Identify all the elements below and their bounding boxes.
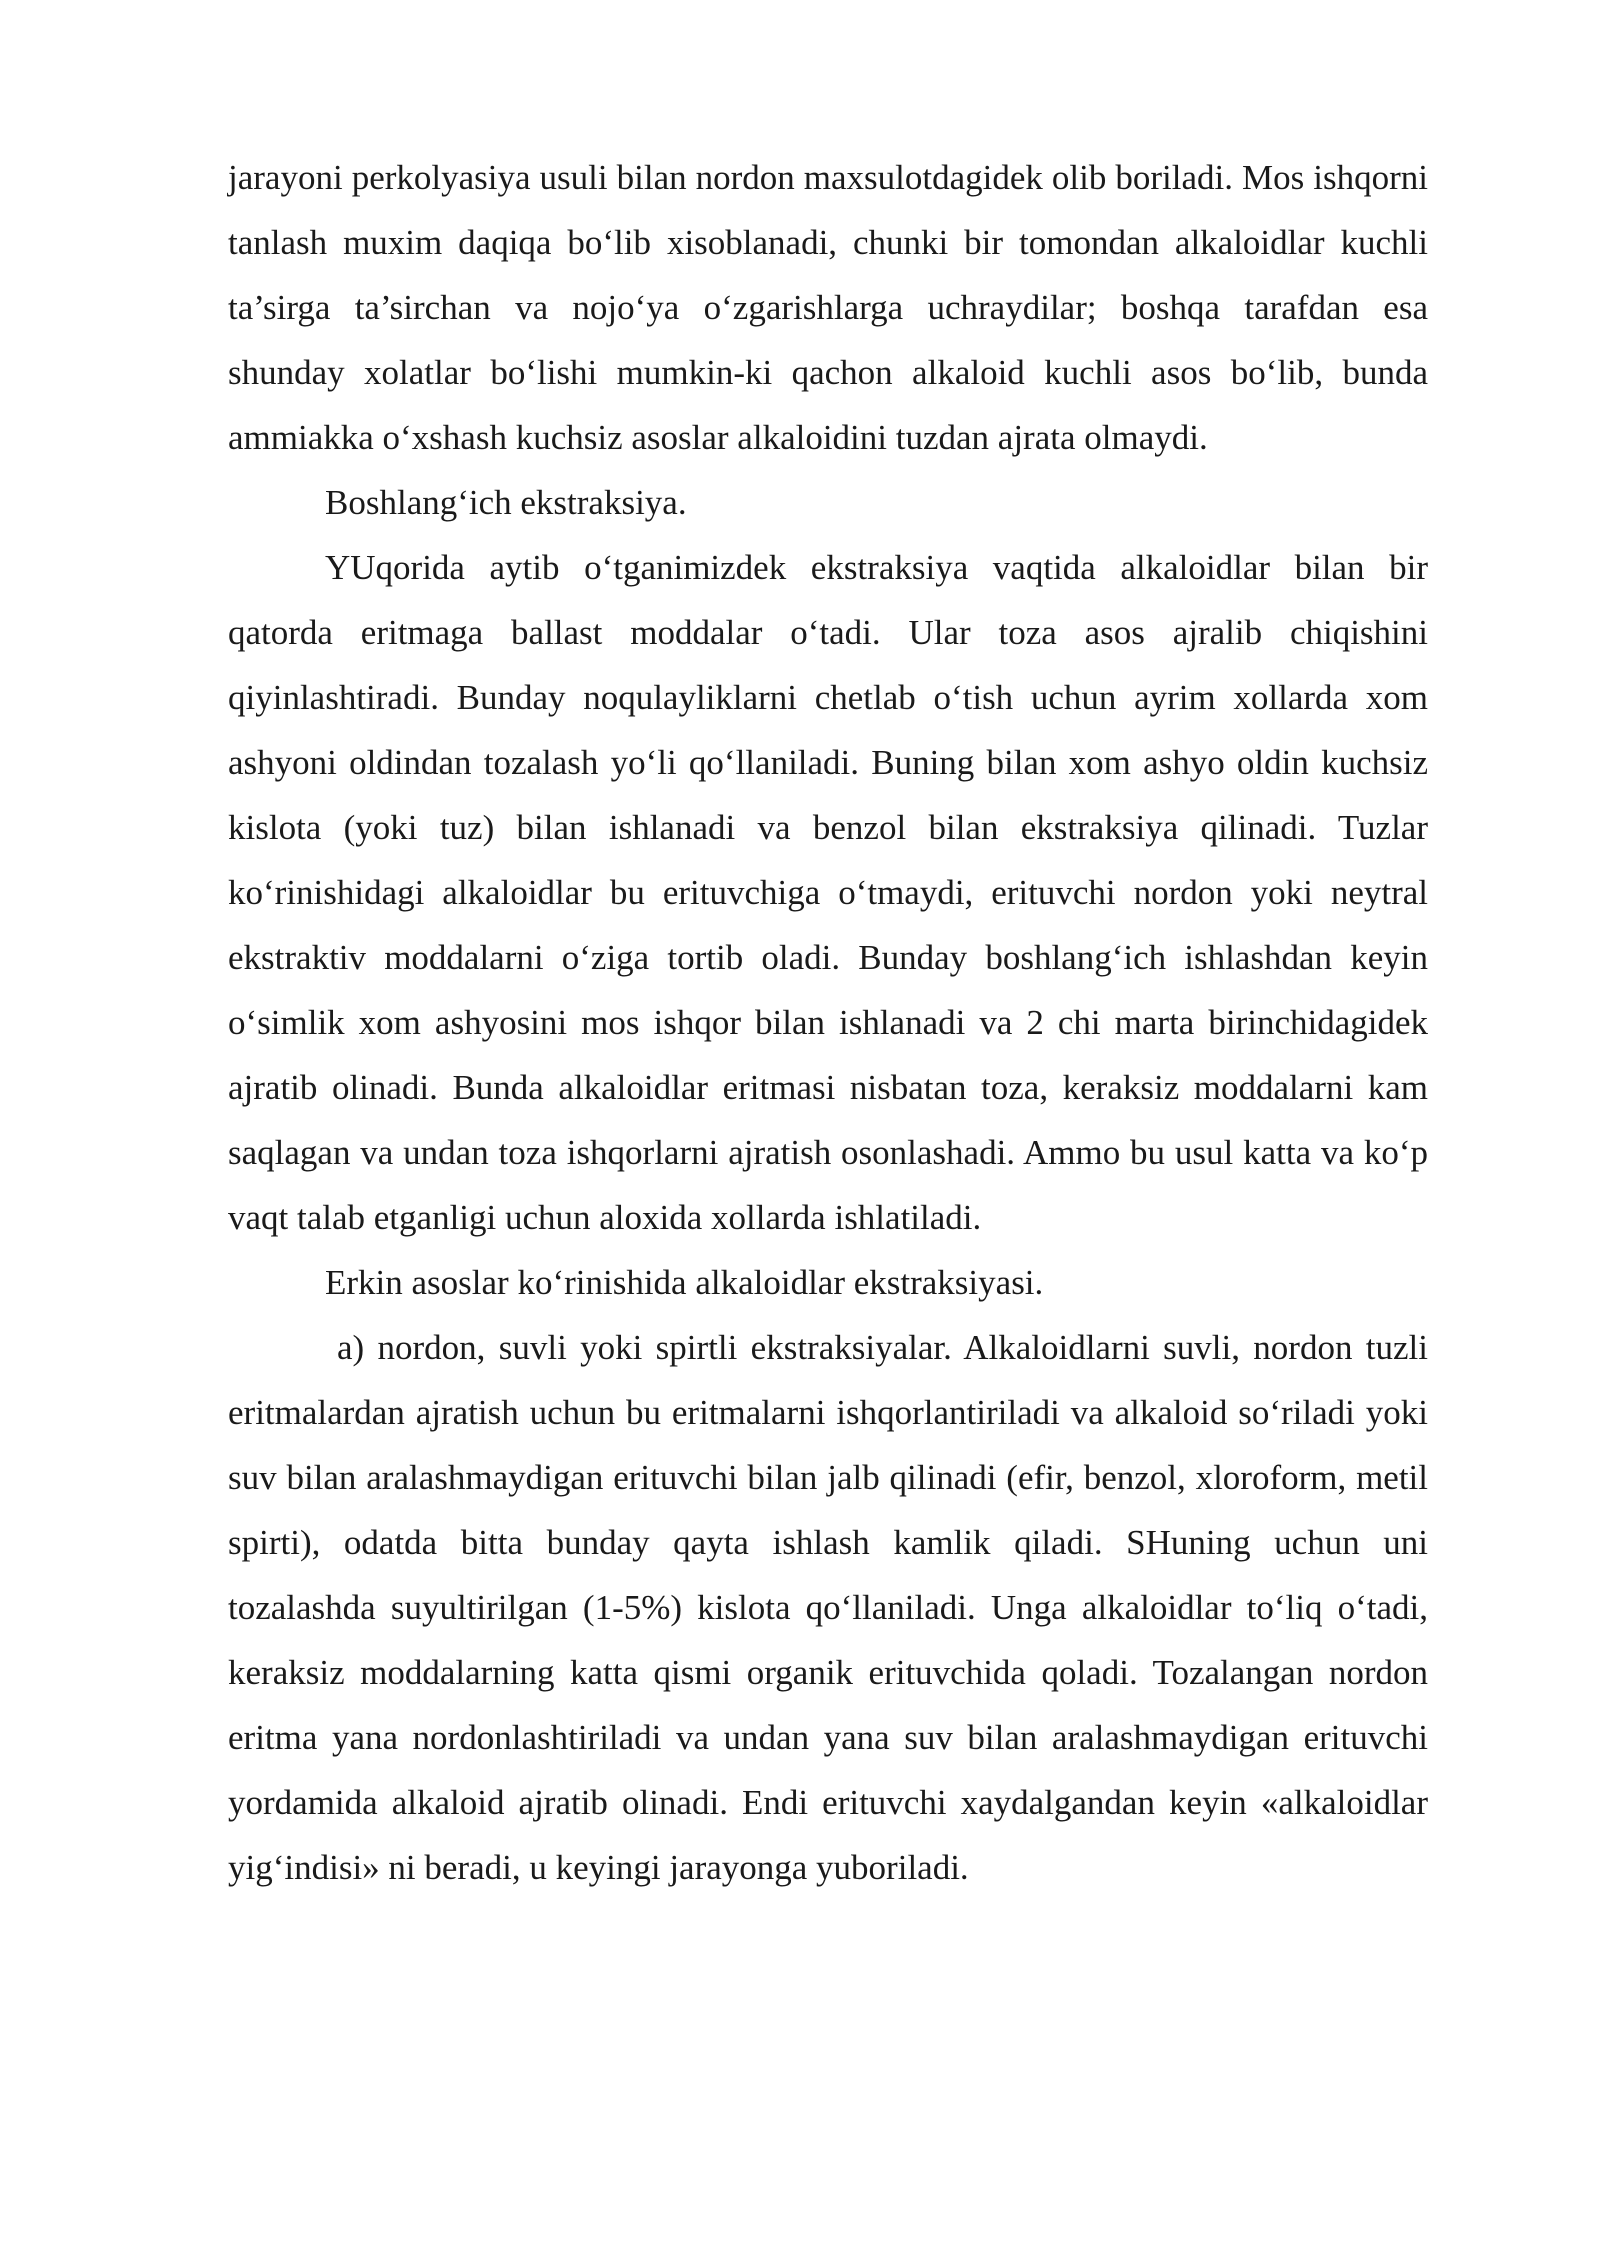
section-heading-initial-extraction: Boshlang‘ich ekstraksiya.	[325, 483, 687, 522]
section-heading-free-base-extraction: Erkin asoslar ko‘rinishida alkaloidlar ekstraksiyasi.	[325, 1263, 1044, 1302]
document-body	[228, 145, 1428, 1900]
paragraph-acidic-extraction: a) nordon, suvli yoki spirtli ekstraksiyalar. Alkaloidlarni suvli, nordon tuzli eritmalardan ajratish uchun bu eritmalarni ishqorlantiriladi va alkaloid so‘riladi yoki suv bilan aralashmaydigan erituvchi bilan jalb qilinadi (efir, benzol, xloroform, metil spirti), odatda bitta bunday qayta ishlash kamlik qiladi. SHuning uchun uni tozalashda suyultirilgan (1-5%) kislota qo‘llaniladi. Unga alkaloidlar to‘liq o‘tadi, keraksiz moddalarning katta qismi organik erituvchida qoladi. Tozalangan nordon eritma yana nordonlashtiriladi va undan yana suv bilan aralashmaydigan erituvchi yordamida alkaloid ajratib olinadi. Endi erituvchi xaydalgandan keyin «alkaloidlar yig‘indisi» ni beradi, u keyingi jarayonga yuboriladi.	[228, 1328, 1428, 1887]
paragraph-initial-extraction: YUqorida aytib o‘tganimizdek ekstraksiya vaqtida alkaloidlar bilan bir qatorda eritmaga ballast moddalar o‘tadi. Ular toza asos ajralib chiqishini qiyinlashtiradi. Bunday noqulayliklarni chetlab o‘tish uchun ayrim xollarda xom ashyoni oldindan tozalash yo‘li qo‘llaniladi. Buning bilan xom ashyo oldin kuchsiz kislota (yoki tuz) bilan ishlanadi va benzol bilan ekstraksiya qilinadi. Tuzlar ko‘rinishidagi alkaloidlar bu erituvchiga o‘tmaydi, erituvchi nordon yoki neytral ekstraktiv moddalarni o‘ziga tortib oladi. Bunday boshlang‘ich ishlashdan keyin o‘simlik xom ashyosini mos ishqor bilan ishlanadi va 2 chi marta birinchidagidek ajratib olinadi. Bunda alkaloidlar eritmasi nisbatan toza, keraksiz moddalarni kam saqlagan va undan toza ishqorlarni ajratish osonlashadi. Ammo bu usul katta va ko‘p vaqt talab etganligi uchun aloxida xollarda ishlatiladi.	[228, 548, 1428, 1237]
paragraph-continuation: jarayoni perkolyasiya usuli bilan nordon maxsulotdagidek olib boriladi. Mos ishqorni tanlash muxim daqiqa bo‘lib xisoblanadi, chunki bir tomondan alkaloidlar kuchli ta’sirga ta’sirchan va nojo‘ya o‘zgarishlarga uchraydilar; boshqa tarafdan esa shunday xolatlar bo‘lishi mumkin-ki qachon alkaloid kuchli asos bo‘lib, bunda ammiakka o‘xshash kuchsiz asoslar alkaloidini tuzdan ajrata olmaydi.	[228, 158, 1428, 457]
